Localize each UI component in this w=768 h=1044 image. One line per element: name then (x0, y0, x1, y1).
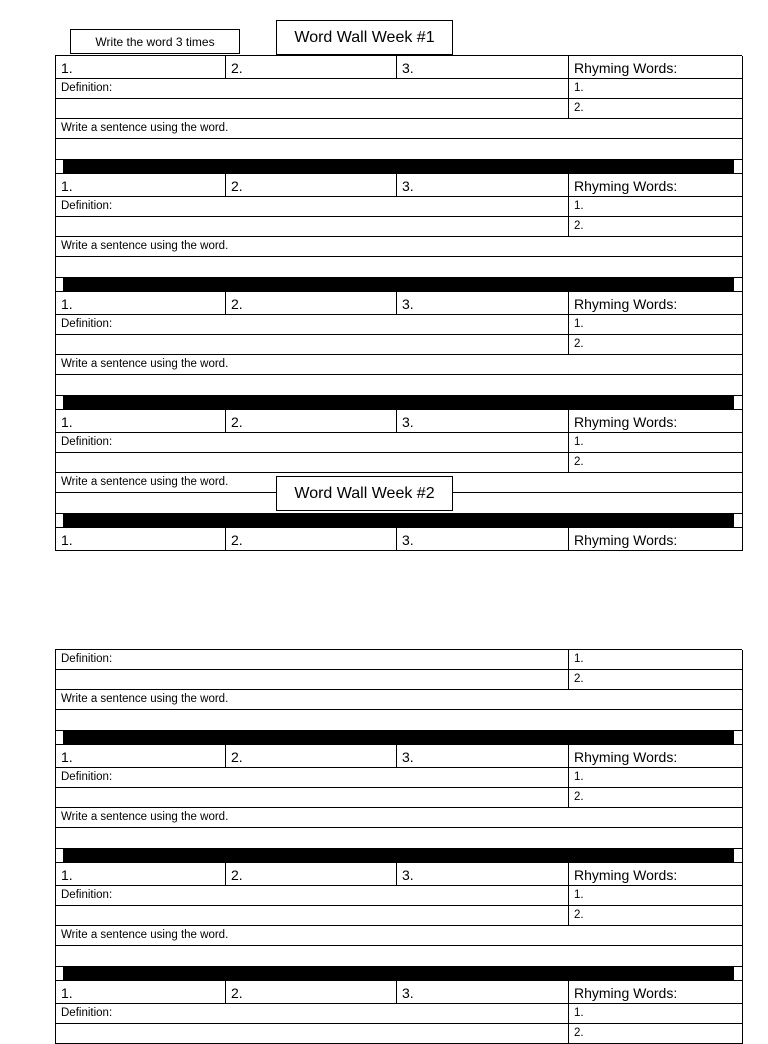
rhyme-entry-2[interactable]: 2. (569, 906, 743, 926)
separator-bar (56, 160, 743, 174)
definition-line[interactable] (56, 788, 569, 808)
definition-line[interactable] (56, 670, 569, 690)
week1-title: Word Wall Week #1 (276, 20, 453, 55)
rhyme-entry-2[interactable]: 2. (569, 670, 743, 690)
sentence-label[interactable]: Write a sentence using the word. (56, 926, 743, 946)
rhyme-entry-2[interactable]: 2. (569, 453, 743, 473)
word-entry-2[interactable]: 2. (226, 981, 397, 1004)
definition-line[interactable] (56, 453, 569, 473)
word-entry-2[interactable]: 2. (226, 292, 397, 315)
word-entry-1[interactable]: 1. (56, 745, 226, 768)
rhyme-entry-2[interactable]: 2. (569, 1024, 743, 1044)
rhyme-entry-1[interactable]: 1. (569, 650, 743, 670)
rhyme-entry-1[interactable]: 1. (569, 79, 743, 99)
rhyme-entry-1[interactable]: 1. (569, 197, 743, 217)
rhyme-entry-1[interactable]: 1. (569, 315, 743, 335)
sentence-label[interactable]: Write a sentence using the word. (56, 808, 743, 828)
word-entry-1[interactable]: 1. (56, 174, 226, 197)
separator-bar (56, 849, 743, 863)
sentence-line[interactable] (56, 946, 743, 967)
word-entry-2[interactable]: 2. (226, 410, 397, 433)
definition-line[interactable] (56, 217, 569, 237)
definition-label[interactable]: Definition: (56, 768, 569, 788)
word-entry-2[interactable]: 2. (226, 745, 397, 768)
sentence-label[interactable]: Write a sentence using the word. (56, 690, 743, 710)
rhyme-entry-2[interactable]: 2. (569, 335, 743, 355)
sentence-line[interactable] (56, 375, 743, 396)
word-entry-2[interactable]: 2. (226, 863, 397, 886)
rhyming-words-header: Rhyming Words: (569, 863, 743, 886)
word-entry-2[interactable]: 2. (226, 528, 397, 551)
separator-bar (56, 396, 743, 410)
instruction-box: Write the word 3 times (70, 29, 240, 54)
rhyming-words-header: Rhyming Words: (569, 56, 743, 79)
definition-line[interactable] (56, 335, 569, 355)
word-entry-1[interactable]: 1. (56, 410, 226, 433)
word-entry-3[interactable]: 3. (397, 56, 569, 79)
definition-line[interactable] (56, 1024, 569, 1044)
rhyming-words-header: Rhyming Words: (569, 528, 743, 551)
sentence-line[interactable] (56, 710, 743, 731)
word-entry-2[interactable]: 2. (226, 56, 397, 79)
sentence-label[interactable]: Write a sentence using the word. (56, 473, 743, 493)
definition-label[interactable]: Definition: (56, 650, 569, 670)
definition-label[interactable]: Definition: (56, 886, 569, 906)
definition-label[interactable]: Definition: (56, 197, 569, 217)
word-entry-3[interactable]: 3. (397, 528, 569, 551)
sentence-line[interactable] (56, 828, 743, 849)
word-entry-3[interactable]: 3. (397, 292, 569, 315)
word-entry-3[interactable]: 3. (397, 863, 569, 886)
rhyme-entry-2[interactable]: 2. (569, 788, 743, 808)
word-entry-1[interactable]: 1. (56, 981, 226, 1004)
sentence-label[interactable]: Write a sentence using the word. (56, 119, 743, 139)
word-entry-3[interactable]: 3. (397, 174, 569, 197)
word-table-week-2 (55, 649, 742, 1044)
rhyming-words-header: Rhyming Words: (569, 981, 743, 1004)
rhyme-entry-1[interactable]: 1. (569, 886, 743, 906)
word-entry-1[interactable]: 1. (56, 56, 226, 79)
definition-label[interactable]: Definition: (56, 433, 569, 453)
definition-line[interactable] (56, 99, 569, 119)
week2-title: Word Wall Week #2 (276, 476, 453, 511)
definition-line[interactable] (56, 906, 569, 926)
rhyming-words-header: Rhyming Words: (569, 174, 743, 197)
rhyme-entry-1[interactable]: 1. (569, 433, 743, 453)
rhyme-entry-1[interactable]: 1. (569, 768, 743, 788)
rhyme-entry-2[interactable]: 2. (569, 217, 743, 237)
separator-bar (56, 967, 743, 981)
separator-bar (56, 278, 743, 292)
word-entry-3[interactable]: 3. (397, 981, 569, 1004)
word-entry-3[interactable]: 3. (397, 410, 569, 433)
rhyming-words-header: Rhyming Words: (569, 745, 743, 768)
word-entry-1[interactable]: 1. (56, 528, 226, 551)
definition-label[interactable]: Definition: (56, 1004, 569, 1024)
worksheet-page-2 (55, 649, 742, 1044)
rhyme-entry-2[interactable]: 2. (569, 99, 743, 119)
separator-bar (56, 731, 743, 745)
separator-bar (56, 514, 743, 528)
definition-label[interactable]: Definition: (56, 79, 569, 99)
sentence-label[interactable]: Write a sentence using the word. (56, 355, 743, 375)
definition-label[interactable]: Definition: (56, 315, 569, 335)
word-entry-1[interactable]: 1. (56, 292, 226, 315)
word-entry-2[interactable]: 2. (226, 174, 397, 197)
rhyme-entry-1[interactable]: 1. (569, 1004, 743, 1024)
word-entry-1[interactable]: 1. (56, 863, 226, 886)
word-entry-3[interactable]: 3. (397, 745, 569, 768)
sentence-line[interactable] (56, 139, 743, 160)
rhyming-words-header: Rhyming Words: (569, 292, 743, 315)
rhyming-words-header: Rhyming Words: (569, 410, 743, 433)
sentence-line[interactable] (56, 257, 743, 278)
sentence-label[interactable]: Write a sentence using the word. (56, 237, 743, 257)
